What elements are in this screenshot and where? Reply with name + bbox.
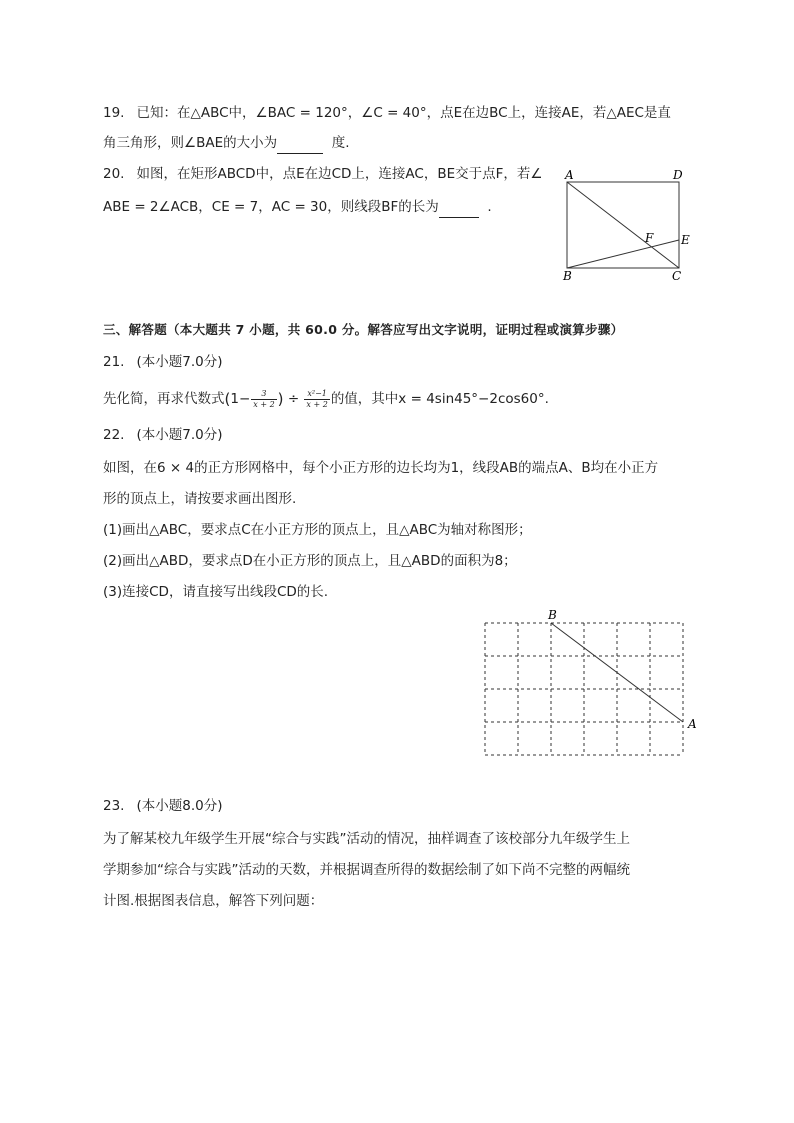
q22-number: 22. [103, 427, 125, 443]
q20-number: 20. [103, 166, 125, 182]
segment-ac [567, 182, 679, 268]
label-b: B [563, 269, 572, 283]
q21-one: 1− [230, 391, 251, 407]
q19-text-line2: 角三角形，则∠BAE的大小为 [103, 135, 278, 151]
q20-end: . [487, 199, 492, 215]
q21-open-paren: ( [224, 390, 231, 408]
q21-frac1-num: 3 [251, 389, 276, 400]
label-a: A [565, 168, 574, 182]
q22-item2: (2)画出△ABD，要求点D在小正方形的顶点上，且△ABD的面积为8； [103, 553, 517, 569]
q19-unit: 度. [331, 135, 350, 151]
q19-number: 19. [103, 105, 125, 121]
grid-label-a: A [688, 717, 697, 731]
q23-line1: 为了解某校九年级学生开展“综合与实践”活动的情况，抽样调查了该校部分九年级学生上 [103, 831, 630, 847]
q22-item3: (3)连接CD，请直接写出线段CD的长. [103, 584, 329, 600]
q21-frac1-den: x + 2 [253, 399, 275, 409]
q22-grid-figure [475, 605, 705, 765]
grid-label-b: B [548, 608, 557, 622]
segment-be [567, 240, 679, 268]
q20-line1 [103, 164, 543, 184]
grid-lines [485, 623, 683, 755]
q23-number: 23. [103, 798, 125, 814]
q21-divide: ÷ [287, 391, 300, 407]
q23-score: (本小题8.0分) [136, 798, 223, 814]
q21-text-start: 先化简，再求代数式 [103, 391, 225, 407]
q21-close-paren: ) [277, 390, 284, 408]
q19-text-line1: 已知：在△ABC中，∠BAC = 120°，∠C = 40°，点E在边BC上，连接AE，若△AEC是直 [136, 105, 671, 121]
section3-title: 三、解答题（本大题共 7 小题，共 60.0 分。解答应写出文字说明，证明过程或演算步骤） [103, 322, 624, 337]
q22-score: (本小题7.0分) [136, 427, 223, 443]
q21-text-end: 的值，其中x = 4sin45°−2cos60°. [330, 391, 549, 407]
q20-text-line2: ABE = 2∠ACB，CE = 7，AC = 30，则线段BF的长为 [103, 199, 439, 215]
q22-header [103, 425, 223, 445]
q23-line3: 计图.根据图表信息，解答下列问题： [103, 893, 324, 909]
q21-fraction-2 [304, 389, 329, 410]
q21-frac2-den: x + 2 [306, 399, 328, 409]
q19-line1 [103, 103, 671, 123]
q21-body [103, 386, 549, 412]
q20-answer-blank [439, 197, 479, 218]
q21-fraction-1 [251, 389, 276, 410]
q21-frac2-num: x²−1 [304, 389, 329, 400]
q22-line1: 如图，在6 × 4的正方形网格中，每个小正方形的边长均为1，线段AB的端点A、B均在小正方 [103, 460, 659, 476]
label-f: F [645, 231, 654, 245]
q22-line2: 形的顶点上，请按要求画出图形. [103, 491, 297, 507]
q22-item1: (1)画出△ABC，要求点C在小正方形的顶点上，且△ABC为轴对称图形； [103, 522, 532, 538]
q23-header [103, 796, 223, 816]
q20-text-line1: 如图，在矩形ABCD中，点E在边CD上，连接AC，BE交于点F，若∠ [136, 166, 543, 182]
q21-number: 21. [103, 354, 125, 370]
q21-score: (本小题7.0分) [136, 354, 223, 370]
label-c: C [672, 269, 682, 283]
q19-line2 [103, 133, 350, 154]
q19-answer-blank [277, 133, 323, 154]
label-d: D [673, 168, 683, 182]
q21-header [103, 352, 223, 372]
q23-line2: 学期参加“综合与实践”活动的天数，并根据调查所得的数据绘制了如下尚不完整的两幅统 [103, 862, 630, 878]
label-e: E [681, 233, 690, 247]
q20-rectangle-figure [557, 168, 707, 284]
q20-line2 [103, 197, 492, 218]
